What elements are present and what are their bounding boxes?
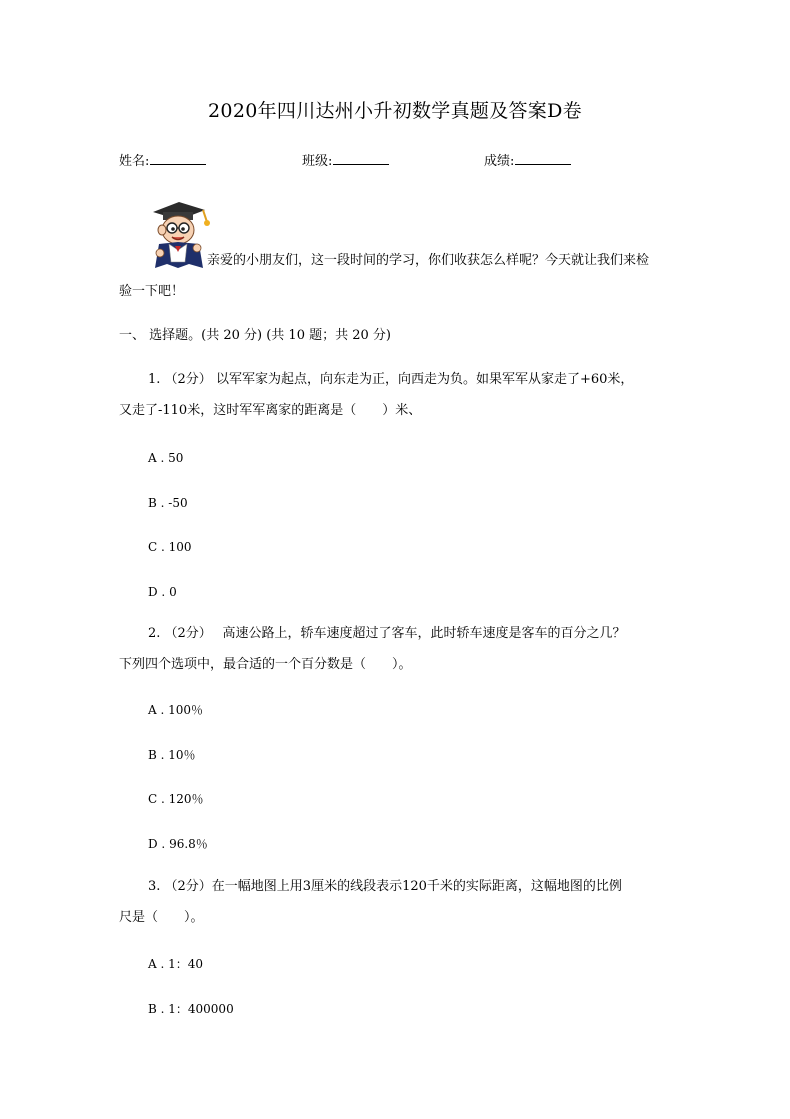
question-1-option-d: D . 0	[148, 585, 177, 599]
intro-line-2: 验一下吧！	[119, 284, 185, 299]
question-2-option-c: C . 120％	[148, 792, 204, 806]
mascot-doctor-hat-illustration	[145, 198, 215, 270]
name-blank	[150, 150, 206, 165]
page-title: 2020年四川达州小升初数学真题及答案D卷	[208, 100, 582, 122]
question-1-option-b: B . -50	[148, 496, 188, 510]
question-2-line-2: 下列四个选项中，最合适的一个百分数是（ ）。	[119, 657, 412, 672]
question-1-option-a: A . 50	[148, 451, 184, 465]
name-field	[119, 150, 206, 171]
question-1-line-2: 又走了-110米，这时军军离家的距离是（ ）米、	[119, 403, 422, 418]
class-label: 班级:	[302, 154, 333, 169]
section-heading: 一、 选择题。(共 20 分) (共 10 题；共 20 分)	[119, 328, 391, 343]
question-1-option-c: C . 100	[148, 540, 192, 554]
score-blank	[515, 150, 571, 165]
question-2-line-1: 2. （2分） 高速公路上，轿车速度超过了客车，此时轿车速度是客车的百分之几？	[148, 626, 626, 641]
name-label: 姓名:	[119, 154, 150, 169]
score-label: 成绩:	[484, 154, 515, 169]
question-2-option-d: D . 96.8％	[148, 837, 208, 851]
question-2-option-b: B . 10％	[148, 748, 196, 762]
class-field	[302, 150, 389, 171]
class-blank	[333, 150, 389, 165]
question-3-line-2: 尺是（ ）。	[119, 910, 204, 925]
intro-line-1: 亲爱的小朋友们，这一段时间的学习，你们收获怎么样呢？今天就让我们来检	[207, 253, 650, 268]
question-1-line-1: 1. （2分） 以军军家为起点，向东走为正，向西走为负。如果军军从家走了+60米，	[148, 372, 634, 387]
score-field	[484, 150, 571, 171]
question-2-option-a: A . 100％	[148, 703, 204, 717]
question-3-line-1: 3. （2分）在一幅地图上用3厘米的线段表示120千米的实际距离，这幅地图的比例	[148, 879, 622, 894]
question-3-option-b: B . 1：400000	[148, 1002, 234, 1016]
question-3-option-a: A . 1：40	[148, 957, 204, 971]
